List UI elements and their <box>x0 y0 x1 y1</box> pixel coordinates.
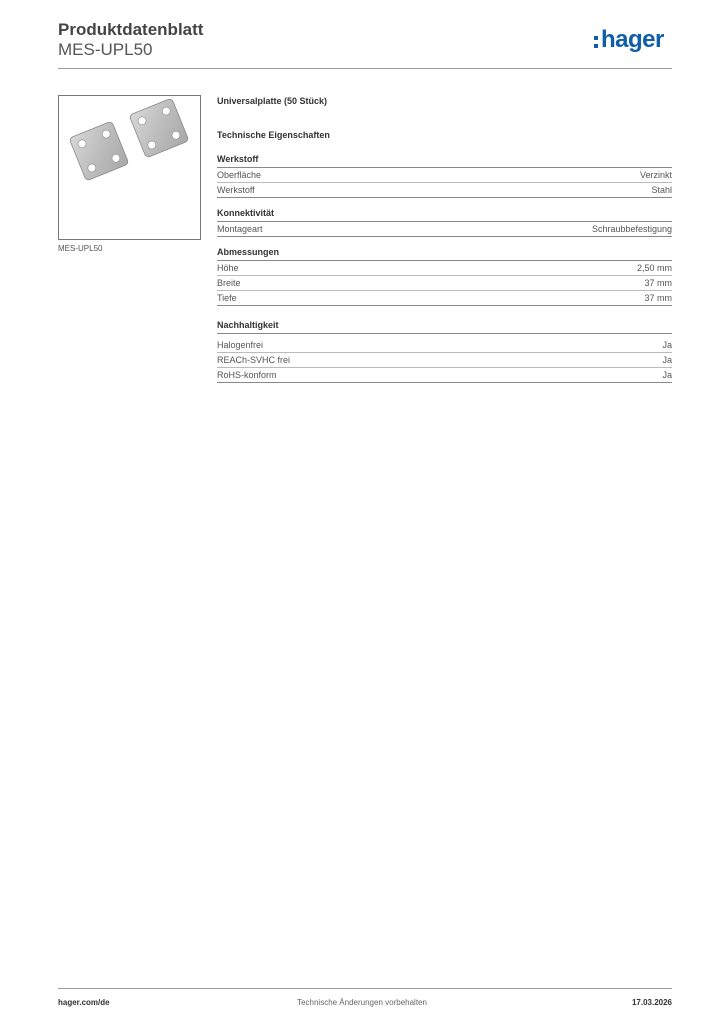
logo-text: hager <box>601 26 664 53</box>
spec-label: Montageart <box>217 224 263 234</box>
group-title: Konnektivität <box>217 208 672 222</box>
header-divider <box>58 68 672 69</box>
spec-label: RoHS-konform <box>217 370 277 380</box>
spec-row <box>217 276 672 291</box>
spec-label: Breite <box>217 278 241 288</box>
spec-row <box>217 168 672 183</box>
spec-row <box>217 222 672 237</box>
spec-group-werkstoff <box>217 154 672 198</box>
spec-value: Schraubbefestigung <box>591 224 672 234</box>
image-caption: MES-UPL50 <box>58 244 103 253</box>
spec-label: Halogenfrei <box>217 340 264 350</box>
spec-value: Ja <box>662 355 672 365</box>
footer-divider <box>58 988 672 989</box>
spec-value: 2,50 mm <box>636 263 672 273</box>
spec-label: REACh-SVHC frei <box>217 355 291 365</box>
spec-row <box>217 368 672 383</box>
spec-value: 37 mm <box>644 278 672 288</box>
spec-group-abmessungen <box>217 247 672 306</box>
spec-row <box>217 291 672 306</box>
spec-label: Oberfläche <box>217 170 262 180</box>
spec-value: Ja <box>662 370 672 380</box>
section-title: Technische Eigenschaften <box>217 130 330 140</box>
spec-label: Werkstoff <box>217 185 255 195</box>
spec-value: Stahl <box>651 185 672 195</box>
spec-row <box>217 261 672 276</box>
product-image <box>58 95 201 240</box>
metal-plates-icon <box>59 96 200 239</box>
spec-value: Ja <box>662 340 672 350</box>
specifications <box>217 96 672 383</box>
spec-value: Verzinkt <box>639 170 672 180</box>
product-code-subtitle: MES-UPL50 <box>58 40 153 59</box>
product-name: Universalplatte (50 Stück) <box>217 96 328 106</box>
page-title: Produktdatenblatt <box>58 20 204 39</box>
spec-row <box>217 338 672 353</box>
spec-row <box>217 353 672 368</box>
spec-label: Tiefe <box>217 293 237 303</box>
spec-label: Höhe <box>217 263 239 273</box>
spec-row <box>217 183 672 198</box>
hager-logo <box>594 25 664 55</box>
spec-value: 37 mm <box>644 293 672 303</box>
spec-group-nachhaltigkeit <box>217 320 672 383</box>
group-title: Werkstoff <box>217 154 672 168</box>
footer-notice: Technische Änderungen vorbehalten <box>297 998 427 1007</box>
footer-date: 17.03.2026 <box>631 998 672 1007</box>
logo-dots-icon <box>594 36 598 48</box>
group-title: Nachhaltigkeit <box>217 320 672 334</box>
spec-group-konnektivitaet <box>217 208 672 237</box>
footer-website-link[interactable]: hager.com/de <box>58 998 110 1007</box>
group-title: Abmessungen <box>217 247 672 261</box>
